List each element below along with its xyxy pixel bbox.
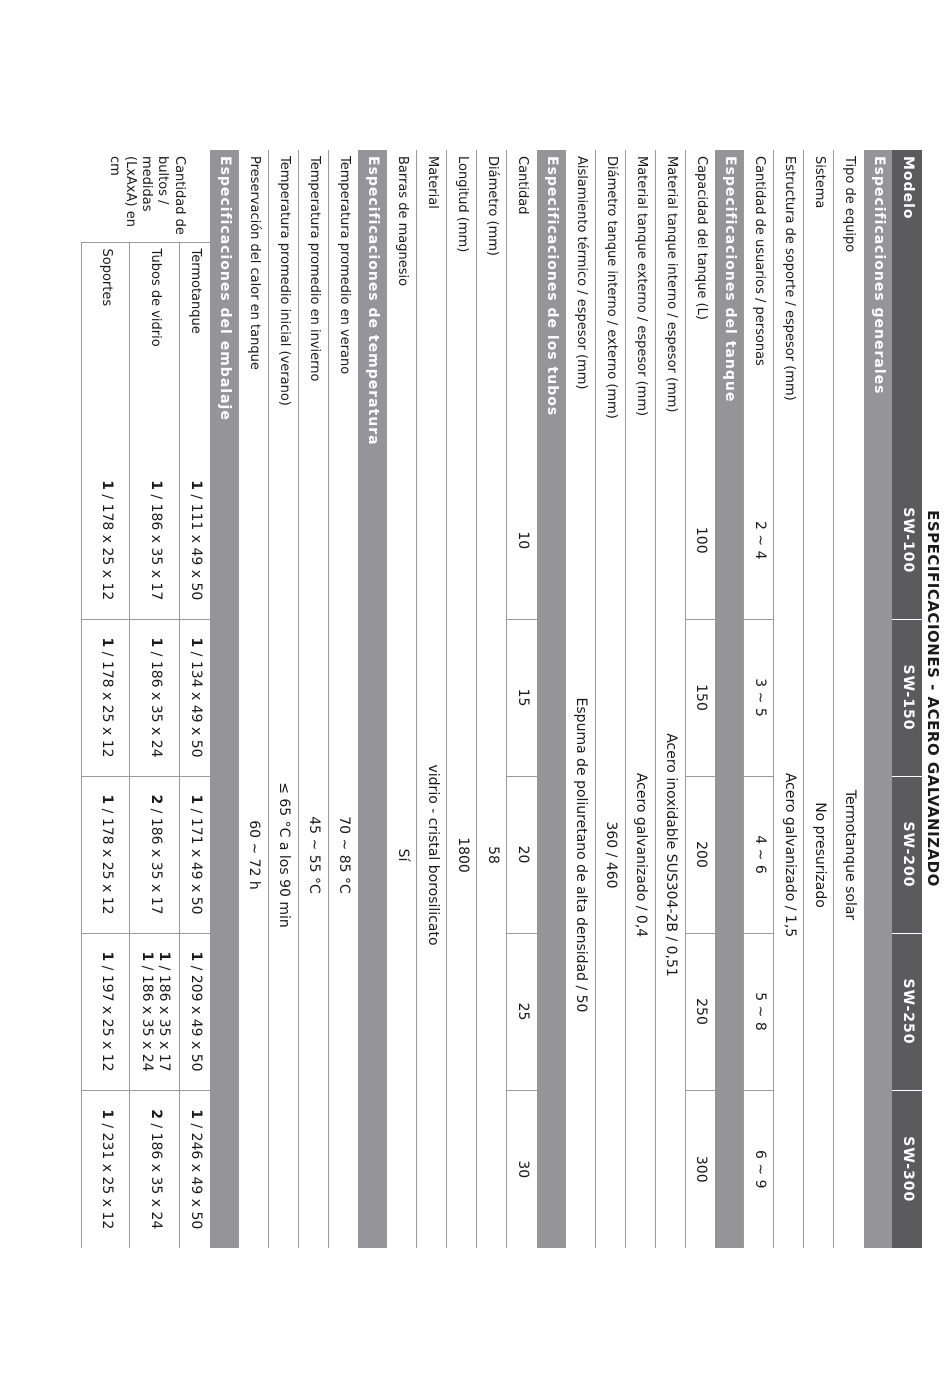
row-value: Sí (387, 462, 417, 1248)
row-value: 100 (686, 462, 716, 619)
row-value: 10 (507, 462, 537, 619)
bulk-size: / 231 x 25 x 12 (98, 1118, 115, 1230)
row-label: Material tanque interno / espesor (mm) (656, 150, 686, 462)
spec-row-material-externo (626, 150, 656, 1248)
row-value: Termotanque solar (834, 462, 864, 1248)
bulk-size: / 186 x 35 x 24 (139, 961, 155, 1072)
bulk-size: / 209 x 49 x 50 (188, 961, 204, 1072)
row-label: Material (417, 150, 447, 462)
spec-row-verano (329, 150, 359, 1248)
bulk-count: 2 (147, 1109, 164, 1119)
spec-row-diametro-tubos (477, 150, 507, 1248)
bulk-count: 1 (188, 1109, 204, 1119)
row-value (82, 462, 130, 619)
bulk-count: 2 (147, 794, 164, 805)
section-header-tubos: Especificaciones de los tubos (537, 150, 566, 1248)
row-label: Tipo de equipo (834, 150, 864, 462)
row-value (82, 1090, 130, 1248)
row-label: Termotanque (180, 242, 210, 462)
section-header-embalaje: Especificaciones del embalaje (210, 150, 239, 1248)
row-value: 1800 (447, 462, 477, 1248)
row-value: 58 (477, 462, 507, 1248)
document-title: ESPECIFICACIONES - ACERO GALVANIZADO (924, 510, 942, 887)
bulk-size: / 197 x 25 x 12 (98, 961, 115, 1072)
row-value (130, 462, 180, 619)
row-label: Soportes (82, 242, 130, 462)
bulk-count: 1 (147, 480, 164, 490)
bulk-size: / 186 x 35 x 17 (147, 489, 164, 601)
section-header-tanque: Especificaciones del tanque (716, 150, 745, 1248)
row-label: Capacidad del tanque (L) (686, 150, 716, 462)
model-sw-100: SW-100 (892, 462, 922, 619)
bulk-count: 1 (188, 480, 204, 490)
row-value: vidrio - cristal borosilicato (417, 462, 447, 1248)
bulk-size: / 134 x 49 x 50 (188, 647, 204, 758)
bulk-line (155, 940, 173, 1084)
spec-row-sistema (804, 150, 834, 1248)
spec-row-aislamiento (566, 150, 596, 1248)
row-label: Estructura de soporte / espesor (mm) (774, 150, 804, 462)
row-value: 3 ~ 5 (744, 619, 774, 776)
row-value (180, 462, 210, 619)
row-value: Espuma de poliuretano de alta densidad / 50 (566, 462, 596, 1248)
spec-row-pack-tubos (130, 150, 180, 1248)
bulk-line (138, 940, 156, 1084)
row-value: Acero inoxidable SUS304-2B / 0,51 (656, 462, 686, 1248)
spec-row-pack-termotanque (180, 150, 210, 1248)
row-value: 60 ~ 72 h (239, 462, 269, 1248)
row-label: Temperatura promedio en verano (329, 150, 359, 462)
row-value (180, 933, 210, 1090)
model-header-label: Modelo (892, 150, 922, 462)
bulk-size: / 178 x 25 x 12 (98, 804, 115, 915)
bulk-size: / 186 x 35 x 17 (156, 961, 173, 1072)
row-value (180, 619, 210, 776)
row-value: 25 (507, 933, 537, 1090)
row-label: Temperatura promedio en invierno (299, 150, 329, 462)
bulk-size: / 178 x 25 x 12 (98, 489, 115, 601)
row-value (130, 1090, 180, 1248)
row-label: Cantidad de usuarios / personas (744, 150, 774, 462)
spec-row-barras (387, 150, 417, 1248)
packaging-group-label: Cantidad de bultos / medidas (LxAxA) en cm (106, 156, 187, 235)
row-label: Barras de magnesio (387, 150, 417, 462)
row-value: 200 (686, 776, 716, 933)
bulk-count: 1 (188, 794, 204, 805)
row-value: 5 ~ 8 (744, 933, 774, 1090)
spec-row-usuarios (744, 150, 774, 1248)
row-value: 360 / 460 (596, 462, 626, 1248)
row-value (130, 619, 180, 776)
bulk-size: / 186 x 35 x 24 (147, 647, 164, 758)
row-value (130, 776, 180, 933)
row-value: 15 (507, 619, 537, 776)
row-label: Sistema (804, 150, 834, 462)
bulk-count: 1 (98, 637, 115, 648)
bulk-count: 1 (188, 951, 204, 962)
spec-row-pack-soportes (82, 150, 130, 1248)
row-value: 2 ~ 4 (744, 462, 774, 619)
row-value: No presurizado (804, 462, 834, 1248)
spec-row-tipo-equipo (834, 150, 864, 1248)
bulk-count: 1 (98, 951, 115, 962)
row-value: 300 (686, 1090, 716, 1248)
bulk-count: 1 (188, 637, 204, 648)
row-label: Diámetro tanque interno / externo (mm) (596, 150, 626, 462)
row-label: Tubos de vidrio (130, 242, 180, 462)
bulk-size: / 186 x 35 x 24 (147, 1118, 164, 1230)
section-header-temperatura: Especificaciones de temperatura (359, 150, 388, 1248)
row-label: Aislamiento térmico / espesor (mm) (566, 150, 596, 462)
spec-row-diametro-tanque (596, 150, 626, 1248)
spec-row-cantidad-tubos (507, 150, 537, 1248)
row-label: Material tanque externo / espesor (mm) (626, 150, 656, 462)
row-value: 70 ~ 85 °C (329, 462, 359, 1248)
spec-row-inicial (269, 150, 299, 1248)
row-value (82, 776, 130, 933)
row-label: Longitud (mm) (447, 150, 477, 462)
spec-row-capacidad (686, 150, 716, 1248)
model-sw-300: SW-300 (892, 1090, 922, 1248)
row-value (180, 1090, 210, 1248)
bulk-count: 1 (139, 951, 155, 962)
bulk-size: / 246 x 49 x 50 (188, 1118, 204, 1230)
spec-row-preservacion (239, 150, 269, 1248)
row-value (82, 619, 130, 776)
row-value: 150 (686, 619, 716, 776)
row-label: Diámetro (mm) (477, 150, 507, 462)
row-value (180, 776, 210, 933)
spec-row-estructura (774, 150, 804, 1248)
row-label: Temperatura promedio inicial (verano) (269, 150, 299, 462)
row-value (82, 933, 130, 1090)
row-value: 20 (507, 776, 537, 933)
spec-row-material-interno (656, 150, 686, 1248)
bulk-size: / 178 x 25 x 12 (98, 647, 115, 758)
row-label: Cantidad (507, 150, 537, 462)
bulk-count: 1 (98, 480, 115, 490)
bulk-size: / 171 x 49 x 50 (188, 804, 204, 915)
row-value: Acero galvanizado / 1,5 (774, 462, 804, 1248)
model-sw-150: SW-150 (892, 619, 922, 776)
model-sw-200: SW-200 (892, 776, 922, 933)
bulk-size: / 186 x 35 x 17 (147, 804, 164, 915)
spec-row-invierno (299, 150, 329, 1248)
row-value: 4 ~ 6 (744, 776, 774, 933)
spec-row-material-tubos (417, 150, 447, 1248)
bulk-count: 1 (98, 1109, 115, 1119)
spec-table (82, 150, 923, 1248)
row-value: 30 (507, 1090, 537, 1248)
row-value (130, 933, 180, 1090)
row-label: Preservación del calor en tanque (239, 150, 269, 462)
row-value: Acero galvanizado / 0,4 (626, 462, 656, 1248)
model-header-row (892, 150, 922, 1248)
bulk-count: 1 (156, 951, 173, 962)
section-header-general: Especificaciones generales (864, 150, 892, 1248)
bulk-count: 1 (147, 637, 164, 648)
model-sw-250: SW-250 (892, 933, 922, 1090)
row-value: 45 ~ 55 °C (299, 462, 329, 1248)
row-value: ≤ 65 °C a los 90 min (269, 462, 299, 1248)
bulk-count: 1 (98, 794, 115, 805)
row-value: 6 ~ 9 (744, 1090, 774, 1248)
bulk-size: / 111 x 49 x 50 (188, 489, 204, 601)
spec-row-longitud (447, 150, 477, 1248)
row-value: 250 (686, 933, 716, 1090)
